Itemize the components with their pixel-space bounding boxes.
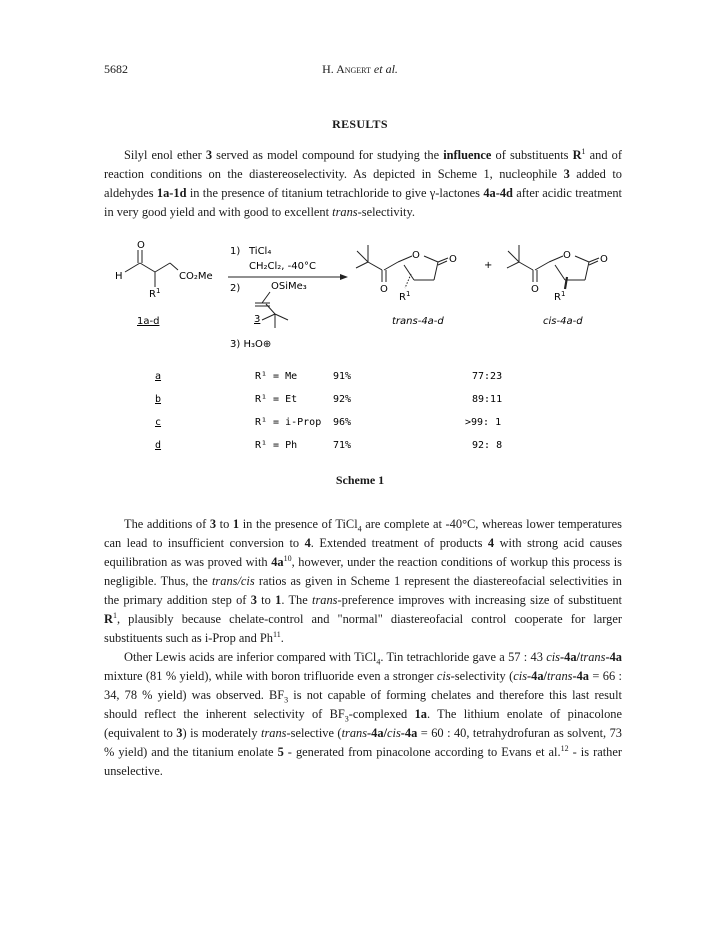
row-a-ratio: 77:23 — [472, 371, 503, 382]
cis-ring-oxygen: O — [563, 250, 571, 261]
plus-sign: + — [484, 260, 493, 271]
row-d-yield: 71% — [333, 440, 352, 451]
cis-carbonyl-oxygen: O — [600, 254, 608, 265]
ester-group: CO₂Me — [179, 271, 213, 282]
row-b-substituent: R¹ = Et — [255, 394, 298, 405]
step-2-number: 2) — [230, 283, 241, 294]
aldehyde-oxygen: O — [137, 240, 145, 251]
step-1-solvent: CH₂Cl₂, -40°C — [249, 261, 316, 272]
reaction-arrow-head — [340, 274, 348, 280]
nucleophile-label: 3 — [254, 314, 261, 325]
row-b-ratio: 89:11 — [472, 394, 503, 405]
row-d-ratio: 92: 8 — [472, 440, 503, 451]
row-c-yield: 96% — [333, 417, 352, 428]
row-d-letter: d — [155, 440, 162, 451]
step-1-number: 1) — [230, 246, 241, 257]
trans-r1: $R^1$ — [399, 290, 411, 303]
aldehyde-label: 1a-d — [137, 316, 160, 327]
row-b-yield: 92% — [333, 394, 352, 405]
aldehyde-r1: $R^1$ — [149, 287, 161, 300]
row-c-substituent: R¹ = i-Prop — [255, 417, 322, 428]
page-number: 5682 — [104, 62, 128, 76]
row-b-letter: b — [155, 394, 162, 405]
cis-ketone-oxygen: O — [531, 284, 539, 295]
paragraph-lewis-acids: Other Lewis acids are inferior compared with TiCl$_4$. Tin tetrachloride gave a 57 : 43 cis-4a/trans-4a mixture (81 % yield), while with boron trifluoride even a stronger cis-selectivity (cis-4a/trans-4a = 66 : 34, 78 % yield) was observed. $BF_3$ is not capable of forming chelates and therefore this last result should reflect the inherent selectivity of $BF_3$-complexed 1a. The lithium enolate of pinacolone (equivalent to 3) is moderately trans-selective (trans-4a/cis-4a = 60 : 40, tetrahydrofuran as solvent, 73 % yield) and the titanium enolate 5 - generated from pinacolone according to Evans et al.$^{12}$ - is rather unselective. — [104, 650, 623, 778]
header-author-suffix: et al. — [373, 62, 398, 76]
paragraph-intro: Silyl enol ether 3 served as model compound for studying the influence of substituents $R^1$ and of reaction conditions on the diastereoselectivity. As depicted in Scheme 1, nucleophile 3 added to aldehydes 1a-1d in the presence of titanium tetrachloride to give γ-lactones 4a-4d after acidic treatment in very good yield and with good to excellent trans-selectivity. — [104, 146, 622, 219]
step-3-workup: 3) H₃O⊕ — [230, 339, 272, 350]
section-heading: RESULTS — [332, 117, 388, 131]
row-a-letter: a — [155, 371, 162, 382]
scheme-1-drawing — [0, 0, 720, 470]
row-c-ratio: >99: 1 — [465, 417, 502, 428]
step-1-reagent: TiCl₄ — [249, 246, 272, 257]
cis-r1: $R^1$ — [554, 290, 566, 303]
row-a-yield: 91% — [333, 371, 352, 382]
trans-carbonyl-oxygen: O — [449, 254, 457, 265]
scheme-caption: Scheme 1 — [335, 473, 385, 487]
aldehyde-hydrogen: H — [115, 271, 123, 282]
trans-ring-oxygen: O — [412, 250, 420, 261]
row-d-substituent: R¹ = Ph — [255, 440, 298, 451]
trans-product-label: trans-4a-d — [392, 316, 444, 327]
row-a-substituent: R¹ = Me — [255, 371, 298, 382]
row-c-letter: c — [155, 417, 162, 428]
trans-ketone-oxygen: O — [380, 284, 388, 295]
cis-product-structure — [507, 245, 599, 289]
results-table — [155, 371, 502, 451]
step-2-reagent: OSiMe₃ — [271, 281, 307, 292]
trans-product-structure — [356, 245, 448, 288]
aldehyde-structure — [125, 250, 178, 287]
paragraph-additions: The additions of 3 to 1 in the presence of TiCl$_4$ are complete at -40°C, whereas lower temperatures can lead to insufficient conversion to 4. Extended treatment of products 4 with strong acid causes equilibration as was proved with $4a^{10}$, however, under the reaction conditions of workup this process is negligible. Thus, the trans/cis ratios as given in Scheme 1 represent the diastereofacial selectivities in the primary addition step of 3 to 1. The trans-preference improves with increasing size of substituent $R^1$, plausibly because chelate-control and "normal" diastereofacial control cooperate for larger substituents such as i-Prop and Ph$^{11}$. — [104, 517, 623, 645]
header-author: H. Angert — [322, 62, 371, 76]
cis-product-label: cis-4a-d — [543, 316, 583, 327]
